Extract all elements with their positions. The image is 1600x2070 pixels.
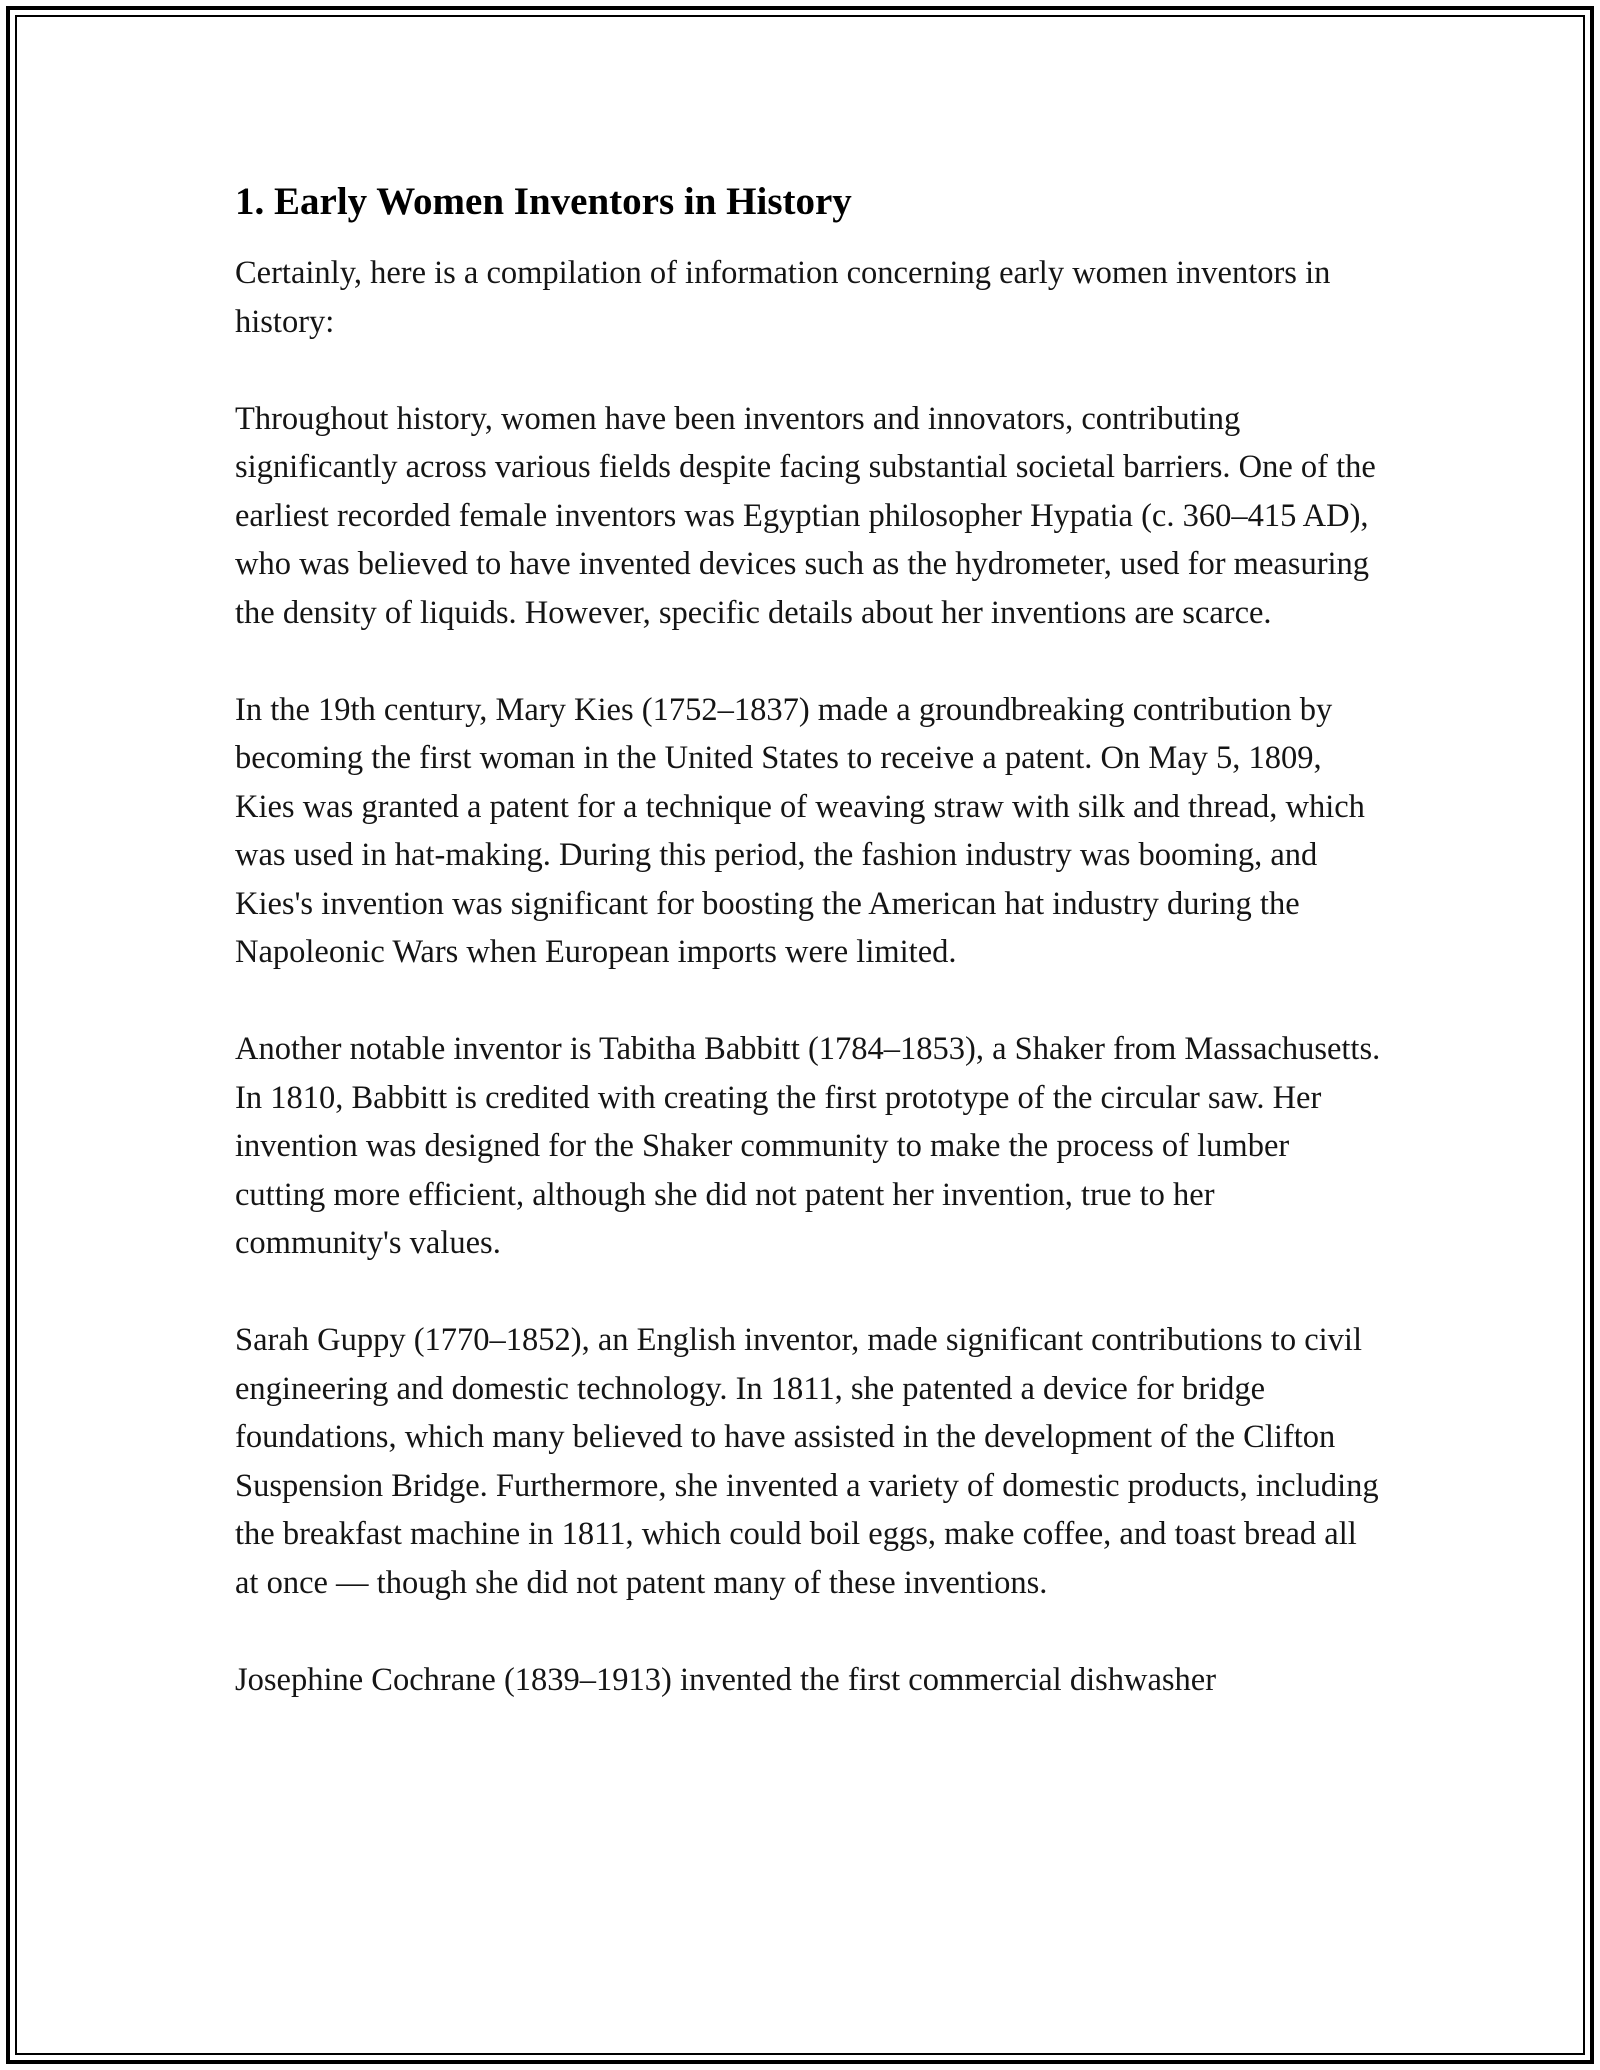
paragraph-sarah-guppy: Sarah Guppy (1770–1852), an English inventor, made significant contributions to civil engineering and domestic technology. In 1811, she patented a device for bridge foundations, which many believed to have assisted in the development of the Clifton Suspension Bridge. Furthermore, she invented a variety of domestic products, including the breakfast machine in 1811, which could boil eggs, make coffee, and toast bread all at once — though she did not patent many of these inventions.: [235, 1322, 1379, 1601]
document-body: [235, 178, 1385, 1753]
document-title: 1. Early Women Inventors in History: [235, 180, 852, 223]
paragraph-tabitha-babbitt: Another notable inventor is Tabitha Babbitt (1784–1853), a Shaker from Massachusetts. In 1810, Babbitt is credited with creating the first prototype of the circular saw. Her invention was designed for the Shaker community to make the process of lumber cutting more efficient, although she did not patent her invention, true to her community's values.: [235, 1031, 1381, 1261]
paragraph-intro: Certainly, here is a compilation of information concerning early women inventors in history:: [235, 255, 1331, 340]
paragraph-josephine-cochrane: Josephine Cochrane (1839–1913) invented the first commercial dishwasher: [235, 1661, 1217, 1698]
paragraph-mary-kies: In the 19th century, Mary Kies (1752–1837) made a groundbreaking contribution by becoming the first woman in the United States to receive a patent. On May 5, 1809, Kies was granted a patent for a technique of weaving straw with silk and thread, which was used in hat-making. During this period, the fashion industry was booming, and Kies's invention was significant for boosting the American hat industry during the Napoleonic Wars when European imports were limited.: [235, 691, 1365, 970]
paragraph-hypatia: Throughout history, women have been inventors and innovators, contributing significantly across various fields despite facing substantial societal barriers. One of the earliest recorded female inventors was Egyptian philosopher Hypatia (c. 360–415 AD), who was believed to have invented devices such as the hydrometer, used for measuring the density of liquids. However, specific details about her inventions are scarce.: [235, 400, 1376, 631]
